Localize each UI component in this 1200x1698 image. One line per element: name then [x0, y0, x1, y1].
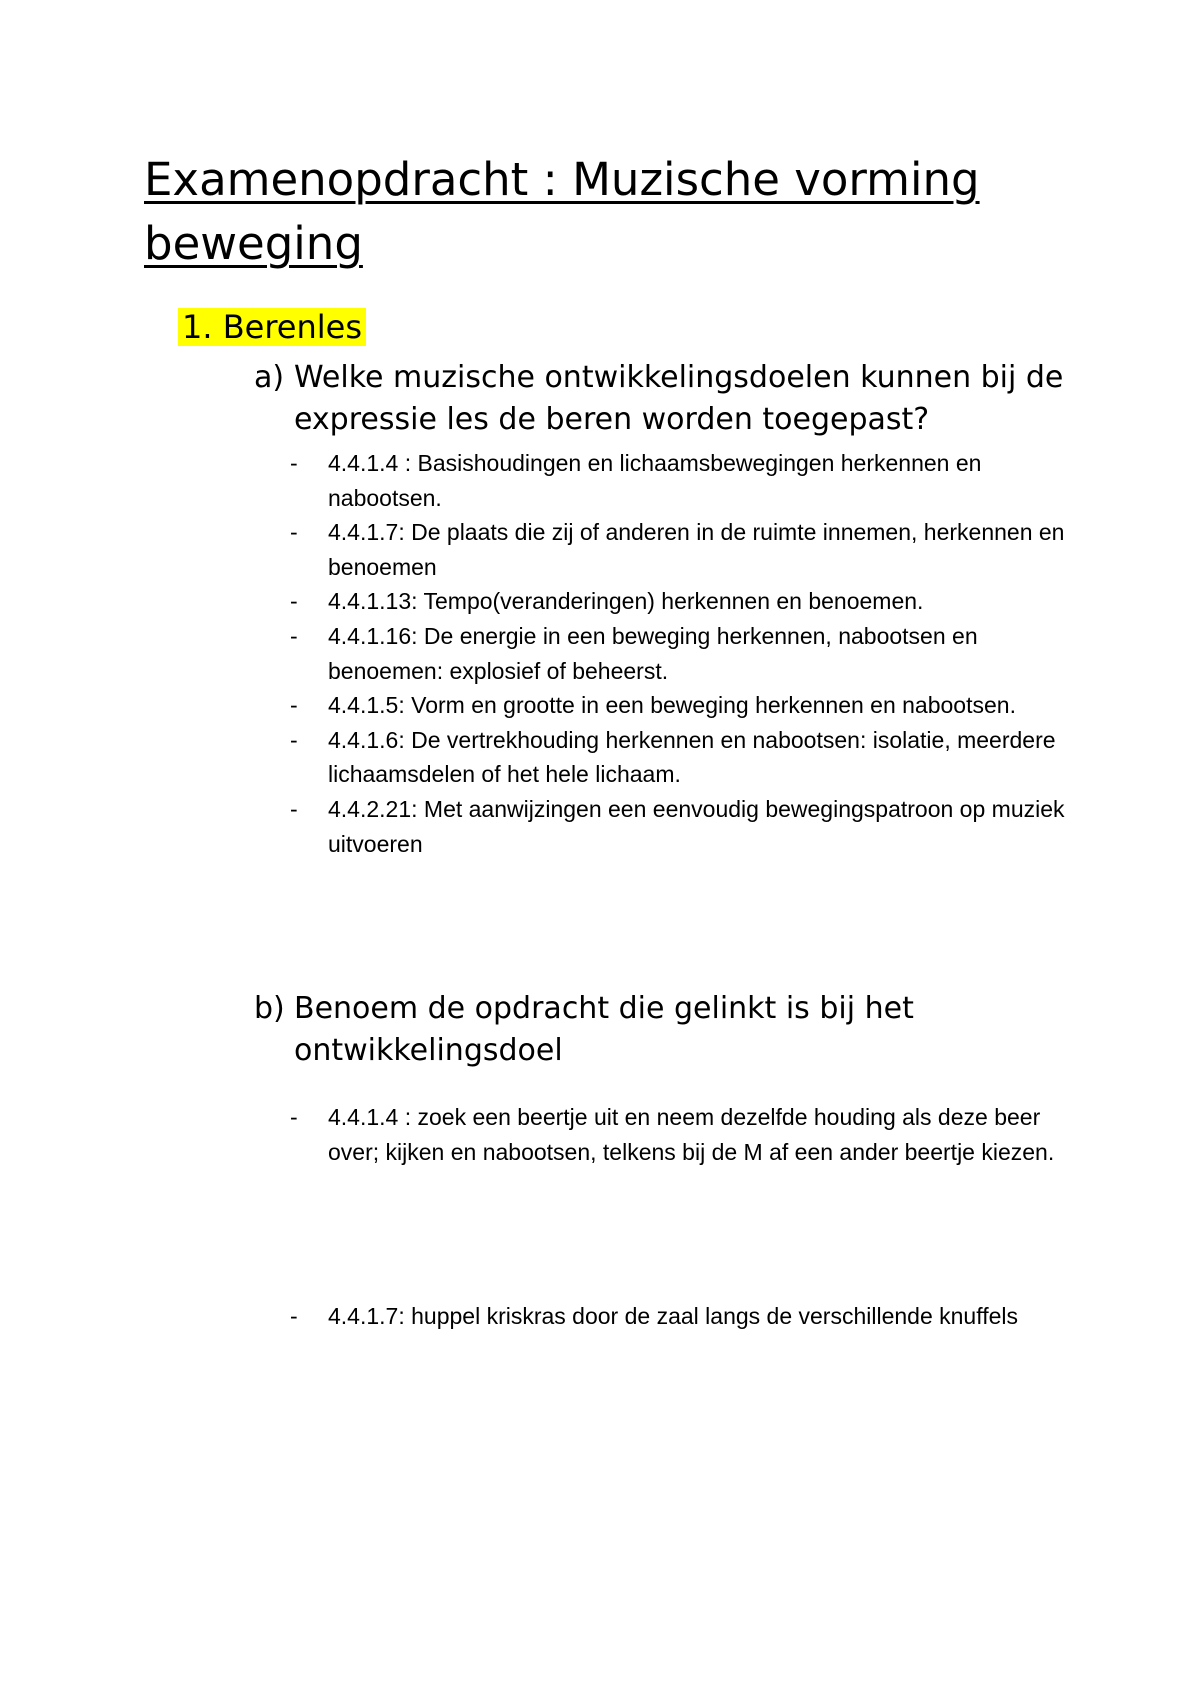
list-dash: -: [290, 726, 298, 753]
question-b-list-second: [290, 1299, 1090, 1334]
list-dash: -: [290, 622, 298, 649]
question-b: [254, 988, 1104, 1072]
list-item: [290, 723, 1090, 792]
list-item-text: 4.4.1.13: Tempo(veranderingen) herkennen en benoemen.: [328, 588, 924, 615]
question-b-list-first: [290, 1100, 1090, 1169]
section-name: Berenles: [222, 308, 363, 346]
list-item: [290, 446, 1090, 515]
section-heading: [178, 304, 366, 350]
question-a-list: [290, 446, 1090, 861]
list-item: [290, 1299, 1090, 1334]
list-dash: -: [290, 795, 298, 822]
section-highlight: [178, 308, 366, 346]
question-a-text: Welke muzische ontwikkelingsdoelen kunnen bij de expressie les de beren worden toegepast?: [294, 360, 1064, 437]
list-item-text: 4.4.1.4 : Basishoudingen en lichaamsbewegingen herkennen en nabootsen.: [328, 450, 982, 511]
list-item-text: 4.4.1.4 : zoek een beertje uit en neem dezelfde houding als deze beer over; kijken en nabootsen, telkens bij de M af een ander beertje kiezen.: [328, 1104, 1055, 1165]
list-item: [290, 515, 1090, 584]
list-item: [290, 792, 1090, 861]
list-dash: -: [290, 692, 298, 719]
list-dash: -: [290, 1303, 298, 1329]
question-a: [254, 357, 1104, 441]
list-item-text: 4.4.1.5: Vorm en grootte in een beweging herkennen en nabootsen.: [328, 692, 1016, 719]
list-dash: -: [290, 450, 298, 476]
list-dash: -: [290, 588, 298, 615]
list-item-text: 4.4.1.7: huppel kriskras door de zaal langs de verschillende knuffels: [328, 1303, 1018, 1329]
list-dash: -: [290, 519, 298, 546]
question-b-letter: b): [254, 991, 285, 1026]
list-item: [290, 1100, 1090, 1169]
document-title: Examenopdracht : Muzische vorming beweging: [144, 153, 980, 270]
question-a-letter: a): [254, 360, 285, 395]
list-item-text: 4.4.1.16: De energie in een beweging herkennen, nabootsen en benoemen: explosief of beheerst.: [328, 622, 978, 684]
list-dash: -: [290, 1104, 298, 1130]
list-item-text: 4.4.2.21: Met aanwijzingen een eenvoudig bewegingspatroon op muziek uitvoeren: [328, 795, 1065, 857]
list-item-text: 4.4.1.6: De vertrekhouding herkennen en nabootsen: isolatie, meerdere lichaamsdelen of het hele lichaam.: [328, 726, 1056, 788]
question-b-text: Benoem de opdracht die gelinkt is bij het ontwikkelingsdoel: [294, 991, 914, 1068]
list-item-text: 4.4.1.7: De plaats die zij of anderen in de ruimte innemen, herkennen en benoemen: [328, 519, 1065, 580]
section-number: 1.: [182, 308, 213, 346]
list-item: [290, 688, 1090, 723]
list-item: [290, 584, 1090, 619]
list-item: [290, 619, 1090, 688]
